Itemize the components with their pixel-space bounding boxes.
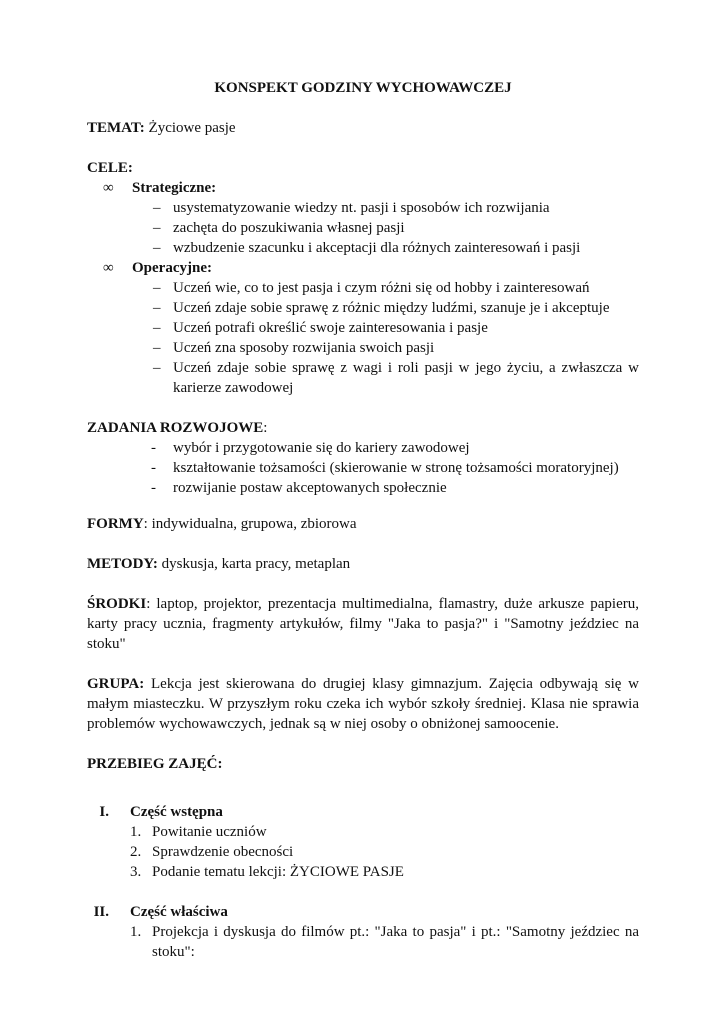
temat-line — [87, 118, 639, 138]
list-item-text: Sprawdzenie obecności — [152, 844, 294, 860]
list-item-text: Powitanie uczniów — [152, 824, 267, 840]
list-item — [87, 338, 639, 358]
temat-value: Życiowe pasje — [148, 120, 236, 136]
cele-operacyjne-heading — [87, 258, 639, 278]
infinity-bullet-icon: ∞ — [103, 180, 114, 196]
dash-icon: – — [153, 300, 161, 316]
metody-label: METODY: — [87, 556, 158, 572]
list-item-text: rozwijanie postaw akceptowanych społecznie — [173, 480, 447, 496]
list-item — [87, 438, 639, 458]
zadania-heading — [87, 418, 639, 438]
dash-icon: – — [153, 320, 161, 336]
list-item — [87, 922, 639, 962]
dash-icon: – — [153, 220, 161, 236]
list-item-text: Uczeń zna sposoby rozwijania swoich pasji — [173, 340, 435, 356]
dash-icon: - — [151, 480, 156, 496]
operacyjne-label: Operacyjne: — [132, 260, 212, 276]
list-item — [87, 198, 639, 218]
list-item-text: wybór i przygotowanie się do kariery zawodowej — [173, 440, 470, 456]
document-page — [87, 78, 639, 962]
list-item — [87, 822, 639, 842]
list-item — [87, 842, 639, 862]
part-label: Część wstępna — [130, 804, 223, 820]
srodki-value: : laptop, projektor, prezentacja multimedialna, flamastry, duże arkusze papieru, karty pracy ucznia, fragmenty artykułów, filmy "Jaka to pasja?" i "Samotny jeździec na stoku" — [87, 596, 639, 652]
list-item — [87, 318, 639, 338]
infinity-bullet-icon: ∞ — [103, 260, 114, 276]
list-item — [87, 458, 639, 478]
list-item — [87, 218, 639, 238]
dash-icon: – — [153, 340, 161, 356]
list-item — [87, 862, 639, 882]
formy-value: : indywidualna, grupowa, zbiorowa — [143, 516, 357, 532]
srodki-label: ŚRODKI — [87, 596, 147, 612]
list-number: 2. — [130, 844, 142, 860]
zadania-suffix: : — [263, 420, 268, 436]
list-item-text: usystematyzowanie wiedzy nt. pasji i sposobów ich rozwijania — [173, 200, 550, 216]
list-item-text: Projekcja i dyskusja do filmów pt.: "Jaka to pasja" i pt.: "Samotny jeździec na stoku": — [152, 924, 639, 960]
list-number: 1. — [130, 924, 142, 940]
list-number: 1. — [130, 824, 142, 840]
list-number: 3. — [130, 864, 142, 880]
part-numeral: II. — [93, 904, 109, 920]
dash-icon: - — [151, 460, 156, 476]
strategiczne-label: Strategiczne: — [132, 180, 217, 196]
list-item-text: kształtowanie tożsamości (skierowanie w stronę tożsamości moratoryjnej) — [173, 460, 619, 476]
list-item — [87, 358, 639, 398]
list-item — [87, 478, 639, 498]
zadania-label: ZADANIA ROZWOJOWE — [87, 420, 264, 436]
grupa-paragraph — [87, 674, 639, 734]
part-heading — [87, 802, 639, 822]
dash-icon: – — [153, 280, 161, 296]
list-item — [87, 238, 639, 258]
list-item — [87, 298, 639, 318]
list-item-text: zachęta do poszukiwania własnej pasji — [173, 220, 405, 236]
list-item-text: wzbudzenie szacunku i akceptacji dla różnych zainteresowań i pasji — [173, 240, 581, 256]
przebieg-heading: PRZEBIEG ZAJĘĆ: — [87, 756, 223, 772]
formy-label: FORMY — [87, 516, 144, 532]
cele-strategiczne-heading — [87, 178, 639, 198]
dash-icon: – — [153, 360, 161, 376]
list-item-text: Uczeń zdaje sobie sprawę z wagi i roli pasji w jego życiu, a zwłaszcza w karierze zawodowej — [173, 360, 639, 396]
dash-icon: - — [151, 440, 156, 456]
grupa-value: Lekcja jest skierowana do drugiej klasy gimnazjum. Zajęcia odbywają się w małym miasteczku. W przyszłym roku czeka ich wybór szkoły średniej. Klasa nie sprawia problemów wychowawczych, jednak są w niej osoby o obniżonej samoocenie. — [87, 676, 639, 732]
cele-heading: CELE: — [87, 160, 133, 176]
document-title: KONSPEKT GODZINY WYCHOWAWCZEJ — [214, 80, 512, 96]
list-item — [87, 278, 639, 298]
metody-line — [87, 554, 639, 574]
dash-icon: – — [153, 200, 161, 216]
metody-value: dyskusja, karta pracy, metaplan — [157, 556, 351, 572]
dash-icon: – — [153, 240, 161, 256]
list-item-text: Uczeń potrafi określić swoje zainteresowania i pasje — [173, 320, 488, 336]
formy-line — [87, 514, 639, 534]
list-item-text: Uczeń zdaje sobie sprawę z różnic między ludźmi, szanuje je i akceptuje — [173, 300, 610, 316]
list-item-text: Podanie tematu lekcji: ŻYCIOWE PASJE — [152, 864, 404, 880]
part-numeral: I. — [99, 804, 109, 820]
grupa-label: GRUPA: — [87, 676, 145, 692]
list-item-text: Uczeń wie, co to jest pasja i czym różni się od hobby i zainteresowań — [173, 280, 590, 296]
srodki-paragraph — [87, 594, 639, 654]
part-heading — [87, 902, 639, 922]
part-label: Część właściwa — [130, 904, 228, 920]
temat-label: TEMAT: — [87, 120, 145, 136]
